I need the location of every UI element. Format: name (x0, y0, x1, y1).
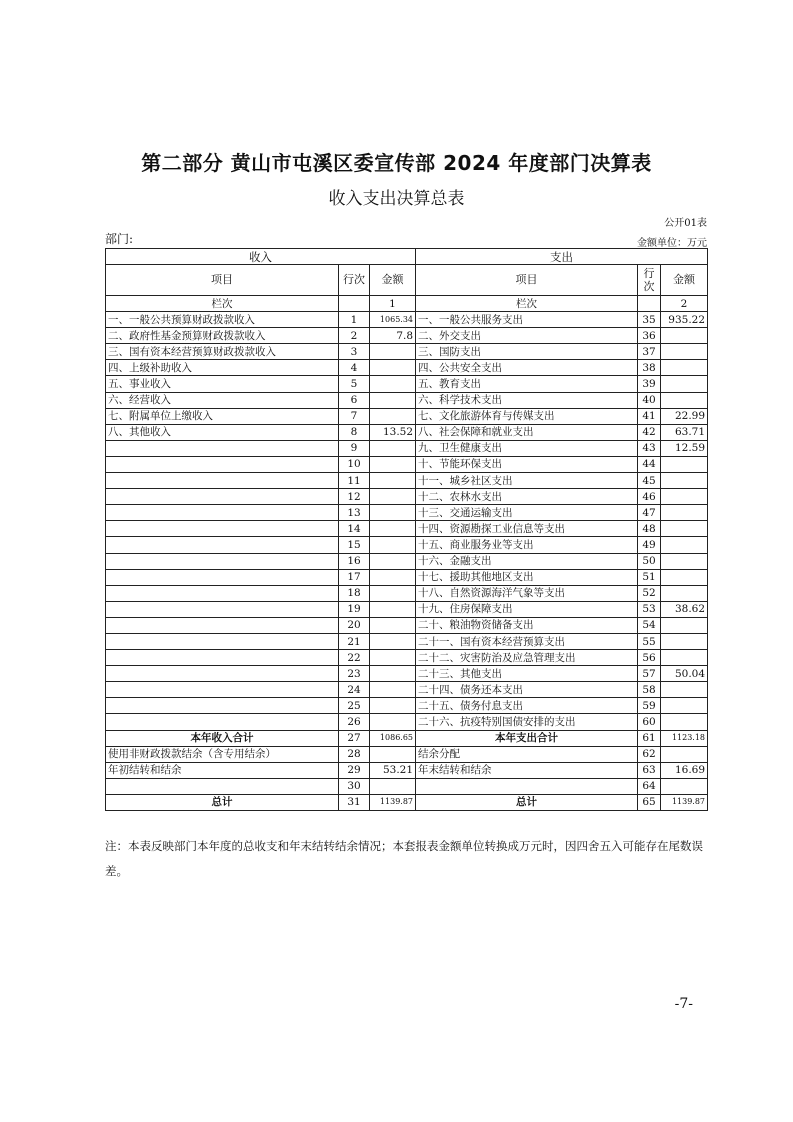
expense-item: 十二、农林水支出 (416, 489, 638, 505)
income-section-header: 收入 (106, 249, 416, 265)
amount-unit: 金额单位：万元 (637, 238, 707, 249)
expense-item: 结余分配 (416, 746, 638, 762)
income-item (106, 489, 339, 505)
table-row (106, 617, 708, 633)
expense-line-number: 39 (638, 376, 661, 392)
income-line-number: 28 (339, 746, 370, 762)
income-item: 七、附属单位上缴收入 (106, 408, 339, 424)
expense-item: 十一、城乡社区支出 (416, 473, 638, 489)
expense-amount: 1123.18 (661, 730, 708, 746)
income-amount (370, 360, 416, 376)
expense-line-number: 36 (638, 328, 661, 344)
income-amount (370, 489, 416, 505)
expense-amount: 935.22 (661, 312, 708, 328)
empty-cell (638, 296, 661, 312)
income-item: 六、经营收入 (106, 392, 339, 408)
table-row (106, 778, 708, 794)
expense-amount (661, 714, 708, 730)
income-amount (370, 682, 416, 698)
income-item: 一、一般公共预算财政拨款收入 (106, 312, 339, 328)
expense-line-number: 54 (638, 617, 661, 633)
table-row (106, 328, 708, 344)
expense-lanci-label: 栏次 (416, 296, 638, 312)
table-row (106, 585, 708, 601)
expense-amount (661, 569, 708, 585)
expense-item: 十七、援助其他地区支出 (416, 569, 638, 585)
income-amount (370, 617, 416, 633)
income-amount (370, 746, 416, 762)
table-row (106, 344, 708, 360)
section-header-row (106, 249, 708, 265)
expense-item: 二十一、国有资本经营预算支出 (416, 633, 638, 649)
table-row (106, 666, 708, 682)
expense-item: 十、节能环保支出 (416, 456, 638, 472)
expense-item: 二十五、债务付息支出 (416, 698, 638, 714)
income-item (106, 601, 339, 617)
income-amount (370, 505, 416, 521)
expense-line-number: 61 (638, 730, 661, 746)
income-amount: 7.8 (370, 328, 416, 344)
income-amount (370, 569, 416, 585)
income-item (106, 666, 339, 682)
expense-item: 十五、商业服务业等支出 (416, 537, 638, 553)
table-row (106, 537, 708, 553)
income-amount (370, 585, 416, 601)
table-row (106, 569, 708, 585)
income-amount (370, 408, 416, 424)
income-lanci-label: 栏次 (106, 296, 339, 312)
income-item-header: 项目 (106, 265, 339, 296)
expense-item: 九、卫生健康支出 (416, 440, 638, 456)
expense-item (416, 778, 638, 794)
expense-line-number: 37 (638, 344, 661, 360)
expense-amount (661, 698, 708, 714)
expense-amount (661, 376, 708, 392)
income-line-number: 2 (339, 328, 370, 344)
expense-item: 本年支出合计 (416, 730, 638, 746)
income-line-number: 15 (339, 537, 370, 553)
table-row (106, 376, 708, 392)
expense-item: 五、教育支出 (416, 376, 638, 392)
expense-line-number: 51 (638, 569, 661, 585)
income-line-number: 19 (339, 601, 370, 617)
expense-amount (661, 505, 708, 521)
income-amount: 1065.34 (370, 312, 416, 328)
table-row (106, 553, 708, 569)
income-line-number: 22 (339, 650, 370, 666)
expense-item: 八、社会保障和就业支出 (416, 424, 638, 440)
expense-item: 一、一般公共服务支出 (416, 312, 638, 328)
income-item (106, 682, 339, 698)
expense-item: 二十、粮油物资储备支出 (416, 617, 638, 633)
expense-amount (661, 537, 708, 553)
expense-line-number: 53 (638, 601, 661, 617)
income-line-number: 23 (339, 666, 370, 682)
expense-amount (661, 344, 708, 360)
income-item (106, 521, 339, 537)
footnote: 注：本表反映部门本年度的总收支和年末结转结余情况；本套报表金额单位转换成万元时，因四舍五入可能存在尾数误差。 (105, 839, 703, 878)
subtotal-row (106, 730, 708, 746)
expense-amount (661, 360, 708, 376)
income-amount: 1086.65 (370, 730, 416, 746)
income-item (106, 505, 339, 521)
income-line-number: 18 (339, 585, 370, 601)
expense-line-number: 63 (638, 762, 661, 778)
income-amount (370, 537, 416, 553)
expense-line-number: 57 (638, 666, 661, 682)
income-item: 二、政府性基金预算财政拨款收入 (106, 328, 339, 344)
income-line-number: 27 (339, 730, 370, 746)
income-amount (370, 521, 416, 537)
expense-item: 二十二、灾害防治及应急管理支出 (416, 650, 638, 666)
income-amount (370, 376, 416, 392)
expense-amount (661, 521, 708, 537)
income-amount: 1139.87 (370, 794, 416, 810)
table-row (106, 650, 708, 666)
income-amount (370, 633, 416, 649)
form-number: 公开01表 (664, 218, 707, 229)
expense-line-number: 59 (638, 698, 661, 714)
table-row (106, 601, 708, 617)
expense-line-number: 47 (638, 505, 661, 521)
table-row (106, 633, 708, 649)
table-row (106, 424, 708, 440)
expense-item: 二十四、债务还本支出 (416, 682, 638, 698)
income-item: 总计 (106, 794, 339, 810)
expense-item: 二十六、抗疫特别国债安排的支出 (416, 714, 638, 730)
expense-line-number: 48 (638, 521, 661, 537)
table-row (106, 762, 708, 778)
expense-item: 十六、金融支出 (416, 553, 638, 569)
expense-line-number: 46 (638, 489, 661, 505)
income-amount: 53.21 (370, 762, 416, 778)
expense-line-number: 35 (638, 312, 661, 328)
income-item (106, 473, 339, 489)
income-amount (370, 601, 416, 617)
table-row (106, 698, 708, 714)
income-item (106, 456, 339, 472)
income-amount (370, 344, 416, 360)
expense-item: 三、国防支出 (416, 344, 638, 360)
expense-amount: 22.99 (661, 408, 708, 424)
expense-amount (661, 489, 708, 505)
expense-amount (661, 585, 708, 601)
expense-amount: 16.69 (661, 762, 708, 778)
income-line-number: 20 (339, 617, 370, 633)
income-line-number: 4 (339, 360, 370, 376)
income-item: 年初结转和结余 (106, 762, 339, 778)
expense-line-number: 60 (638, 714, 661, 730)
expense-amount (661, 633, 708, 649)
income-line-number: 24 (339, 682, 370, 698)
expense-amount (661, 746, 708, 762)
expense-item: 六、科学技术支出 (416, 392, 638, 408)
income-item (106, 698, 339, 714)
income-amount: 13.52 (370, 424, 416, 440)
income-item (106, 553, 339, 569)
income-item (106, 569, 339, 585)
income-amount (370, 778, 416, 794)
expense-amount: 1139.87 (661, 794, 708, 810)
expense-amount: 50.04 (661, 666, 708, 682)
income-line-number: 3 (339, 344, 370, 360)
expense-line-number: 49 (638, 537, 661, 553)
expense-line-number: 50 (638, 553, 661, 569)
income-amount (370, 473, 416, 489)
expense-line-number: 52 (638, 585, 661, 601)
table-row (106, 746, 708, 762)
income-line-header: 行次 (339, 265, 370, 296)
expense-item: 十八、自然资源海洋气象等支出 (416, 585, 638, 601)
income-amount-header: 金额 (370, 265, 416, 296)
page-title: 第二部分 黄山市屯溪区委宣传部 2024 年度部门决算表 (141, 151, 652, 175)
income-amount (370, 698, 416, 714)
expense-amount (661, 650, 708, 666)
expense-line-number: 42 (638, 424, 661, 440)
expense-line-number: 56 (638, 650, 661, 666)
page-number: -7- (674, 996, 693, 1012)
expense-column-number: 2 (661, 296, 708, 312)
income-item (106, 617, 339, 633)
table-subtitle: 收入支出决算总表 (328, 189, 465, 209)
table-row (106, 360, 708, 376)
expense-amount (661, 682, 708, 698)
expense-line-number: 55 (638, 633, 661, 649)
income-line-number: 10 (339, 456, 370, 472)
table-row (106, 456, 708, 472)
income-expense-table (105, 248, 708, 811)
expense-line-header: 行次 (638, 265, 661, 296)
expense-item: 总计 (416, 794, 638, 810)
income-amount (370, 392, 416, 408)
table-row (106, 505, 708, 521)
income-item (106, 585, 339, 601)
expense-line-number: 44 (638, 456, 661, 472)
expense-line-number: 58 (638, 682, 661, 698)
department-label: 部门: (105, 232, 134, 246)
income-item: 使用非财政拨款结余（含专用结余） (106, 746, 339, 762)
expense-item: 十九、住房保障支出 (416, 601, 638, 617)
expense-amount (661, 617, 708, 633)
income-amount (370, 456, 416, 472)
expense-amount (661, 553, 708, 569)
income-line-number: 17 (339, 569, 370, 585)
expense-line-number: 65 (638, 794, 661, 810)
income-line-number: 29 (339, 762, 370, 778)
income-item (106, 778, 339, 794)
income-line-number: 1 (339, 312, 370, 328)
expense-line-number: 41 (638, 408, 661, 424)
expense-amount-header: 金额 (661, 265, 708, 296)
expense-line-number: 43 (638, 440, 661, 456)
income-line-number: 9 (339, 440, 370, 456)
income-amount (370, 553, 416, 569)
table-row (106, 714, 708, 730)
expense-amount (661, 456, 708, 472)
income-column-number: 1 (370, 296, 416, 312)
income-item (106, 440, 339, 456)
income-line-number: 11 (339, 473, 370, 489)
income-line-number: 8 (339, 424, 370, 440)
income-item (106, 650, 339, 666)
expense-line-number: 62 (638, 746, 661, 762)
expense-amount: 38.62 (661, 601, 708, 617)
income-line-number: 7 (339, 408, 370, 424)
empty-cell (339, 296, 370, 312)
income-line-number: 5 (339, 376, 370, 392)
expense-amount (661, 473, 708, 489)
table-row (106, 408, 708, 424)
expense-section-header: 支出 (416, 249, 708, 265)
expense-line-number: 38 (638, 360, 661, 376)
income-line-number: 31 (339, 794, 370, 810)
expense-line-number: 45 (638, 473, 661, 489)
income-line-number: 26 (339, 714, 370, 730)
income-line-number: 16 (339, 553, 370, 569)
table-row (106, 440, 708, 456)
expense-item: 四、公共安全支出 (416, 360, 638, 376)
table-row (106, 473, 708, 489)
income-line-number: 14 (339, 521, 370, 537)
expense-item: 二、外交支出 (416, 328, 638, 344)
income-item: 三、国有资本经营预算财政拨款收入 (106, 344, 339, 360)
expense-amount (661, 328, 708, 344)
income-item: 本年收入合计 (106, 730, 339, 746)
column-number-row (106, 296, 708, 312)
expense-line-number: 64 (638, 778, 661, 794)
income-line-number: 12 (339, 489, 370, 505)
income-item: 五、事业收入 (106, 376, 339, 392)
column-header-row (106, 265, 708, 296)
income-amount (370, 440, 416, 456)
expense-line-number: 40 (638, 392, 661, 408)
income-amount (370, 666, 416, 682)
expense-item: 年末结转和结余 (416, 762, 638, 778)
expense-item-header: 项目 (416, 265, 638, 296)
income-item (106, 537, 339, 553)
income-line-number: 25 (339, 698, 370, 714)
income-amount (370, 714, 416, 730)
table-row (106, 392, 708, 408)
table-row (106, 312, 708, 328)
total-row (106, 794, 708, 810)
expense-item: 七、文化旅游体育与传媒支出 (416, 408, 638, 424)
expense-amount (661, 392, 708, 408)
income-item: 四、上级补助收入 (106, 360, 339, 376)
income-item (106, 714, 339, 730)
expense-amount: 63.71 (661, 424, 708, 440)
expense-amount (661, 778, 708, 794)
income-line-number: 13 (339, 505, 370, 521)
income-line-number: 6 (339, 392, 370, 408)
income-line-number: 30 (339, 778, 370, 794)
table-row (106, 521, 708, 537)
income-line-number: 21 (339, 633, 370, 649)
table-row (106, 682, 708, 698)
income-item: 八、其他收入 (106, 424, 339, 440)
income-amount (370, 650, 416, 666)
expense-item: 二十三、其他支出 (416, 666, 638, 682)
income-item (106, 633, 339, 649)
expense-amount: 12.59 (661, 440, 708, 456)
expense-item: 十三、交通运输支出 (416, 505, 638, 521)
table-row (106, 489, 708, 505)
expense-item: 十四、资源勘探工业信息等支出 (416, 521, 638, 537)
